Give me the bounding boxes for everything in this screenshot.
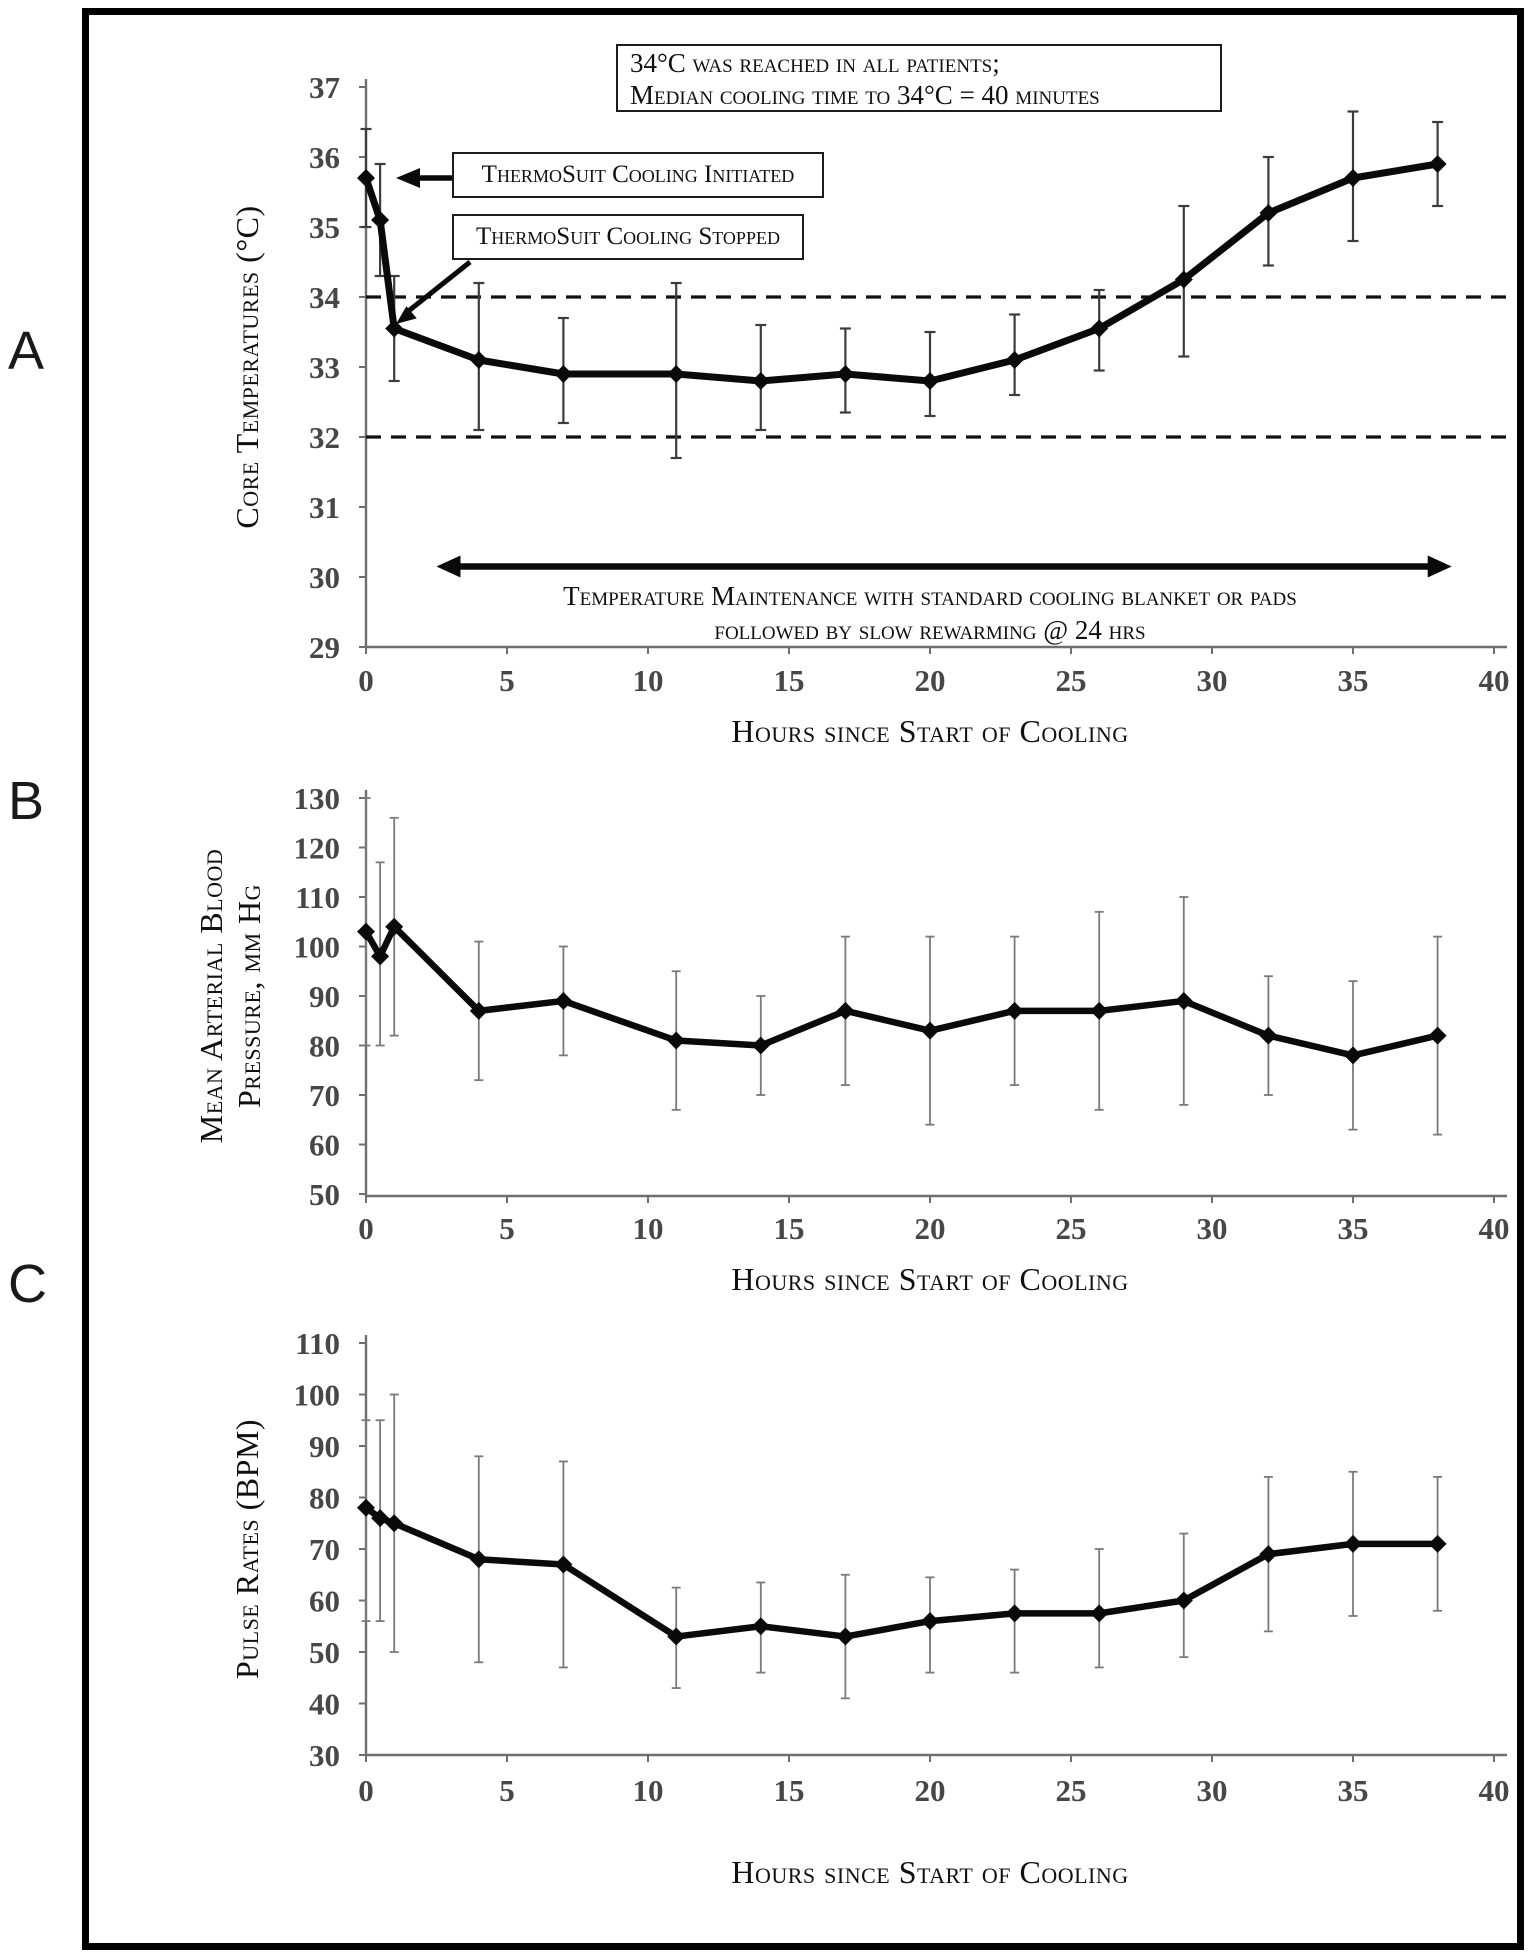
- svg-text:30: 30: [309, 1738, 340, 1773]
- svg-text:35: 35: [309, 210, 340, 245]
- svg-text:40: 40: [1478, 1773, 1510, 1808]
- svg-text:40: 40: [1478, 1211, 1510, 1246]
- svg-text:60: 60: [309, 1127, 340, 1163]
- svg-text:60: 60: [309, 1583, 340, 1619]
- svg-text:30: 30: [309, 560, 340, 595]
- svg-text:10: 10: [632, 1773, 664, 1808]
- svg-text:110: 110: [295, 880, 340, 915]
- panel-c-letter: C: [8, 1254, 47, 1314]
- svg-text:35: 35: [1337, 1773, 1369, 1808]
- panel-b-letter: B: [8, 771, 45, 831]
- svg-text:0: 0: [358, 1211, 374, 1246]
- svg-text:34: 34: [309, 280, 340, 315]
- svg-text:33: 33: [309, 350, 340, 385]
- svg-text:32: 32: [309, 420, 340, 455]
- svg-text:70: 70: [309, 1078, 340, 1113]
- svg-text:50: 50: [309, 1177, 340, 1212]
- svg-text:5: 5: [499, 1211, 515, 1246]
- panel-a-y-axis-title: Core Temperatures (°C): [229, 205, 265, 529]
- svg-text:35: 35: [1337, 663, 1369, 698]
- panel-b-x-axis-title: Hours since Start of Cooling: [731, 1261, 1129, 1297]
- svg-text:80: 80: [309, 1480, 340, 1516]
- svg-text:25: 25: [1055, 663, 1087, 698]
- cooling-initiated-label: ThermoSuit Cooling Initiated: [481, 161, 795, 188]
- svg-text:100: 100: [293, 1377, 340, 1413]
- svg-text:30: 30: [1196, 1773, 1228, 1808]
- svg-text:5: 5: [499, 1773, 515, 1808]
- svg-text:15: 15: [773, 663, 805, 698]
- svg-text:90: 90: [309, 979, 340, 1014]
- panel-a-x-axis-title: Hours since Start of Cooling: [731, 713, 1129, 749]
- svg-text:10: 10: [632, 663, 664, 698]
- svg-text:40: 40: [1478, 663, 1510, 698]
- svg-text:15: 15: [773, 1773, 805, 1808]
- panel-c-x-axis-title: Hours since Start of Cooling: [731, 1854, 1129, 1890]
- svg-text:10: 10: [632, 1211, 664, 1246]
- cooling-stopped-label: ThermoSuit Cooling Stopped: [476, 223, 780, 250]
- svg-text:29: 29: [309, 630, 340, 665]
- svg-text:30: 30: [1196, 663, 1228, 698]
- info-box-line1: 34°C was reached in all patients;: [630, 48, 1000, 78]
- maintenance-caption-line2: followed by slow rewarming @ 24 hrs: [714, 615, 1146, 645]
- svg-text:36: 36: [309, 140, 340, 175]
- svg-text:130: 130: [293, 781, 340, 816]
- svg-text:120: 120: [293, 830, 340, 866]
- info-box-line2: Median cooling time to 34°C = 40 minutes: [630, 80, 1100, 110]
- svg-text:20: 20: [914, 1211, 946, 1246]
- svg-text:0: 0: [358, 1773, 374, 1808]
- panel-c-y-axis-title: Pulse Rates (BPM): [229, 1418, 265, 1680]
- svg-text:0: 0: [358, 663, 374, 698]
- svg-text:20: 20: [914, 1773, 946, 1808]
- cooling-initiated-label-box: [452, 152, 824, 198]
- panel-a-info-box: [616, 44, 1222, 112]
- svg-text:20: 20: [914, 663, 946, 698]
- svg-text:31: 31: [309, 490, 340, 525]
- svg-text:25: 25: [1055, 1773, 1087, 1808]
- maintenance-caption-line1: Temperature Maintenance with standard cooling blanket or pads: [563, 581, 1297, 611]
- svg-text:25: 25: [1055, 1211, 1087, 1246]
- svg-text:5: 5: [499, 663, 515, 698]
- svg-text:15: 15: [773, 1211, 805, 1246]
- svg-text:50: 50: [309, 1635, 340, 1670]
- svg-text:110: 110: [295, 1326, 340, 1361]
- cooling-stopped-label-box: [452, 214, 804, 260]
- svg-text:40: 40: [309, 1686, 340, 1722]
- svg-text:80: 80: [309, 1028, 340, 1064]
- panel-b-y-axis-title-line2: Pressure, mm Hg: [231, 884, 267, 1108]
- panel-b-chart: [294, 781, 1510, 1246]
- svg-text:35: 35: [1337, 1211, 1369, 1246]
- figure-border: [86, 12, 1521, 1947]
- panel-c-chart: [294, 1326, 1510, 1808]
- svg-text:100: 100: [293, 929, 340, 965]
- panel-b-y-axis-title-line1: Mean Arterial Blood: [193, 848, 229, 1144]
- svg-text:90: 90: [309, 1429, 340, 1464]
- svg-text:30: 30: [1196, 1211, 1228, 1246]
- svg-text:70: 70: [309, 1532, 340, 1567]
- panel-a-letter: A: [8, 321, 45, 381]
- svg-text:37: 37: [309, 70, 340, 105]
